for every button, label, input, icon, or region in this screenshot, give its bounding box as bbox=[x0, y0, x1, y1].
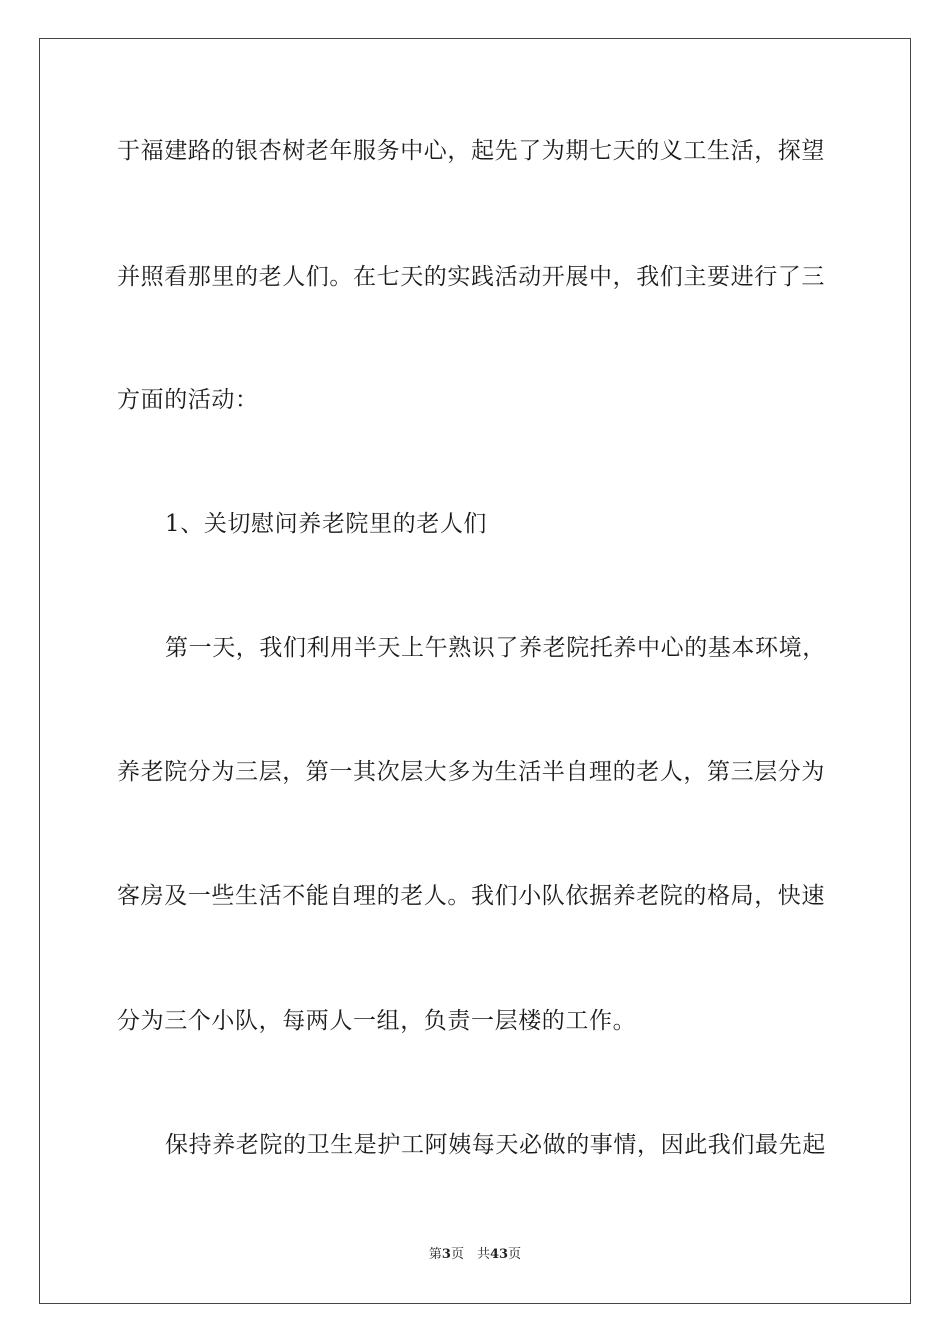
page-border bbox=[39, 38, 911, 1304]
section-heading: 1、关切慰问养老院里的老人们 bbox=[165, 511, 488, 537]
paragraph-line: 保持养老院的卫生是护工阿姨每天必做的事情，因此我们最先起 bbox=[165, 1132, 826, 1158]
paragraph-line: 于福建路的银杏树老年服务中心，起先了为期七天的义工生活，探望 bbox=[117, 138, 825, 164]
paragraph-line: 客房及一些生活不能自理的老人。我们小队依据养老院的格局，快速 bbox=[117, 883, 825, 909]
footer-current-page: 3 bbox=[441, 1247, 451, 1262]
paragraph-line: 养老院分为三层，第一其次层大多为生活半自理的老人，第三层分为 bbox=[117, 759, 825, 785]
footer-page-prefix: 第 bbox=[428, 1247, 442, 1262]
footer-total-pages: 43 bbox=[489, 1247, 509, 1262]
footer-page-mid: 页 共 bbox=[450, 1247, 490, 1262]
paragraph-line: 第一天，我们利用半天上午熟识了养老院托养中心的基本环境， bbox=[165, 635, 826, 661]
paragraph-line: 分为三个小队，每两人一组，负责一层楼的工作。 bbox=[117, 1008, 637, 1034]
footer-page-suffix: 页 bbox=[508, 1247, 522, 1262]
page-footer bbox=[0, 1246, 950, 1264]
paragraph-line: 并照看那里的老人们。在七天的实践活动开展中，我们主要进行了三 bbox=[117, 264, 825, 290]
paragraph-line: 方面的活动： bbox=[117, 387, 259, 413]
